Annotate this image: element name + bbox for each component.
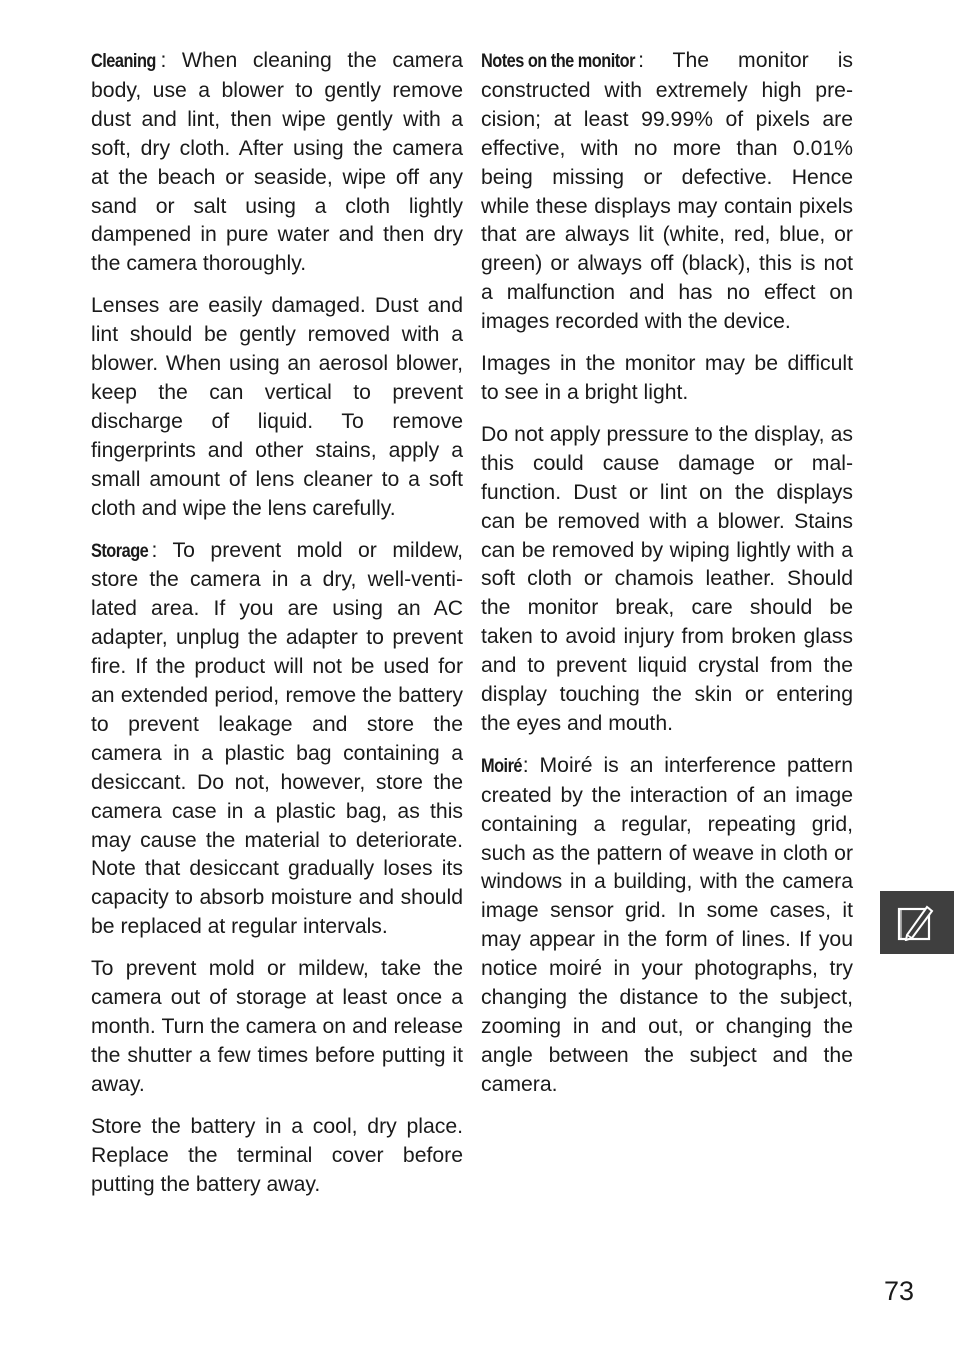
storage-paragraph	[91, 537, 463, 943]
right-column	[481, 47, 853, 1113]
monitor-notes-text: : The monitor is constructed with extremely high precision; at least 99.99% of pixels are effective, with no more than 0.01% being missing or defective. Hence while these displays may contain pixels that are always lit (white, red, blue, or green) or always off (black), this is not a malfunction and has no effect on images recorded with the device.	[481, 49, 853, 334]
lenses-paragraph: Lenses are easily damaged. Dust and lint should be gently removed with a blower. When using an aerosol blower, keep the can vertical to prevent discharge of liquid. To remove fingerprints and other stains, apply a small amount of lens cleaner to a soft cloth and wipe the lens carefully.	[91, 294, 463, 520]
storage-text: : To prevent mold or mildew, store the camera in a dry, well-ventilated area. If you are using an AC adapter, unplug the adapter to prevent fire. If the product will not be used for an extended period, remove the battery to prevent leakage and store the camera in a plastic bag containing a desiccant. Do not, however, store the camera case in a plastic bag, as this may cause the material to deteriorate. Note that desiccant gradually loses its capacity to absorb moisture and should be replaced at regular intervals.	[91, 538, 463, 939]
moire-text: : Moiré is an interference pattern created by the interaction of an image containing a regular, repeating grid, such as the pattern of weave in cloth or windows in a building, with the camera image sensor grid. In some cases, it may appear in the form of lines. If you notice moiré in your photographs, try changing the distance to the subject, zooming in and out, or changing the angle between the subject and the camera.	[481, 753, 853, 1096]
section-tab	[880, 891, 954, 954]
cleaning-text: : When cleaning the camera body, use a blower to gently remove dust and lint, then wipe gently with a soft, dry cloth. After using the camera at the beach or seaside, wipe off any sand or salt using a cloth lightly dampened in pure water and then dry the camera thoroughly.	[91, 49, 463, 276]
battery-paragraph: Store the battery in a cool, dry place. Replace the terminal cover before putting the battery away.	[91, 1114, 463, 1196]
notes-pencil-icon	[897, 905, 937, 941]
left-column	[91, 47, 463, 1212]
page-number: 73	[884, 1276, 915, 1306]
cleaning-paragraph	[91, 47, 463, 279]
bright-light-paragraph: Images in the monitor may be difficult to see in a bright light.	[481, 352, 853, 404]
monitor-notes-paragraph	[481, 47, 853, 337]
storage-term: Storage	[91, 540, 149, 562]
cleaning-term: Cleaning	[91, 51, 156, 72]
moire-term: Moiré	[481, 755, 523, 777]
monitor-notes-term: Notes on the monitor	[481, 51, 635, 72]
mold-paragraph: To prevent mold or mildew, take the camera out of storage at least once a month. Turn the camera on and release the shutter a few times before putting it away.	[91, 957, 463, 1096]
pressure-paragraph: Do not apply pressure to the display, as this could cause damage or malfunction. Dust or lint on the displays can be removed with a blower. Stains can be removed by wiping lightly with a soft cloth or chamois leather. Should the monitor break, care should be taken to avoid injury from broken glass and to prevent liquid crystal from the display touching the skin or entering the eyes and mouth.	[481, 422, 853, 735]
moire-paragraph	[481, 752, 853, 1100]
